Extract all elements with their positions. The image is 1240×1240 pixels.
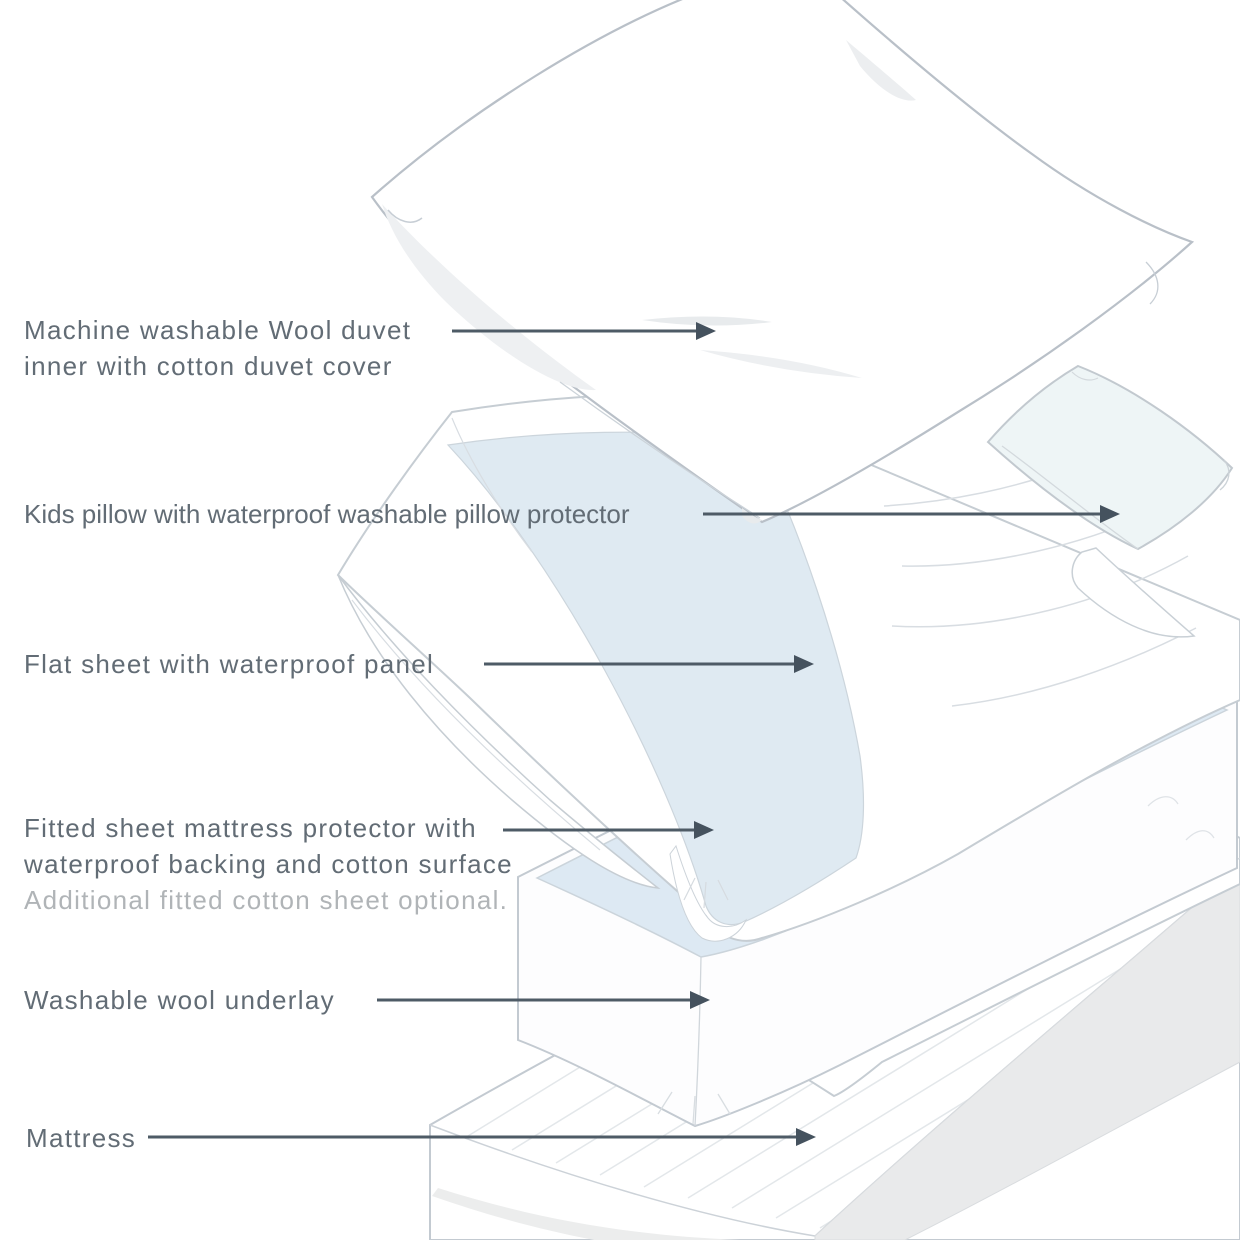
label-mattress-line1: Mattress — [26, 1123, 137, 1153]
label-fitted-sheet-line2: waterproof backing and cotton surface — [24, 849, 513, 879]
label-flat-sheet-line1: Flat sheet with waterproof panel — [24, 649, 435, 679]
label-pillow — [24, 496, 630, 532]
label-duvet-line2: inner with cotton duvet cover — [24, 351, 393, 381]
label-flat-sheet — [24, 646, 434, 682]
label-fitted-sheet-note: Additional fitted cotton sheet optional. — [24, 885, 509, 915]
label-duvet — [24, 312, 411, 384]
label-fitted-sheet — [24, 810, 513, 918]
label-underlay — [24, 982, 335, 1018]
label-fitted-sheet-line1: Fitted sheet mattress protector with — [24, 813, 477, 843]
label-pillow-line1: Kids pillow with waterproof washable pillow protector — [24, 499, 630, 529]
label-duvet-line1: Machine washable Wool duvet — [24, 315, 412, 345]
label-mattress — [26, 1120, 136, 1156]
label-underlay-line1: Washable wool underlay — [24, 985, 335, 1015]
